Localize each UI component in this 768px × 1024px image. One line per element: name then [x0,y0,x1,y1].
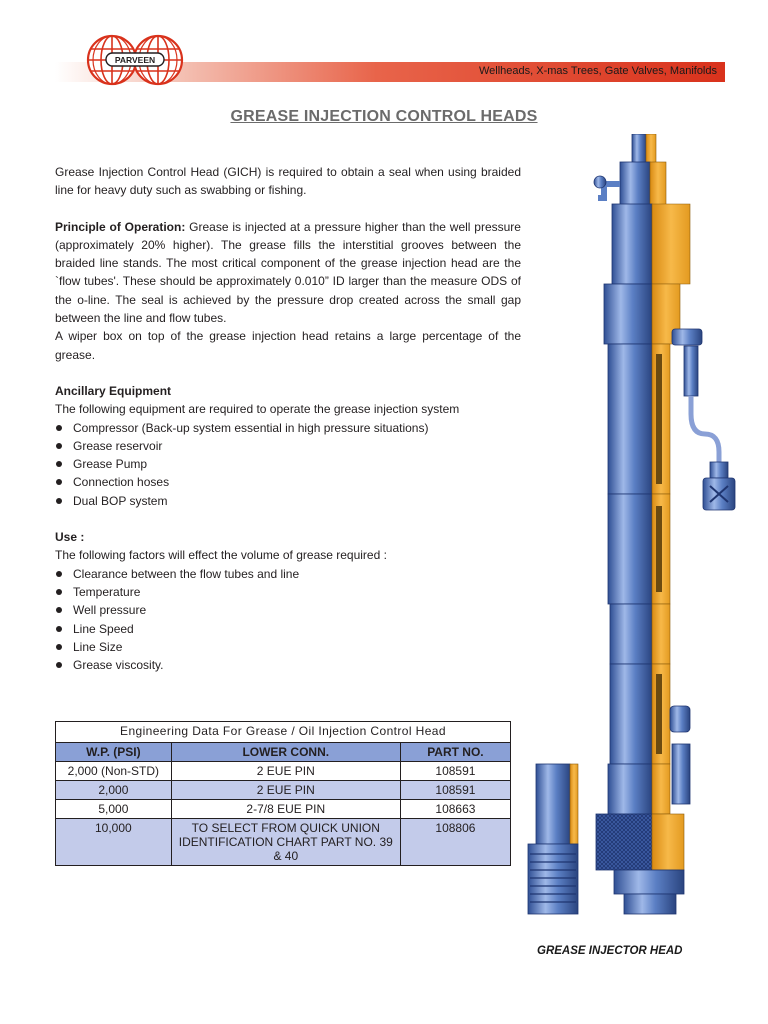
table-row [56,800,511,819]
list-item: Well pressure [55,601,521,619]
table-cell: 2,000 (Non-STD) [56,762,172,781]
table-cell: 2,000 [56,781,172,800]
table-cell: 108663 [400,800,510,819]
table-cell: TO SELECT FROM QUICK UNION IDENTIFICATION CHART PART NO. 39 & 40 [171,819,400,866]
figure-caption: GREASE INJECTOR HEAD [537,945,683,957]
table-cell: 108591 [400,762,510,781]
ancillary-heading: Ancillary Equipment [55,383,172,398]
grease-injector-head-illustration [520,134,740,924]
table-cell: 5,000 [56,800,172,819]
principle-paragraph [55,218,521,328]
table-cell: 108591 [400,781,510,800]
column-header-part-no: PART NO. [400,743,510,762]
use-list [55,565,521,675]
list-item: Line Size [55,638,521,656]
intro-paragraph: Grease Injection Control Head (GICH) is required to obtain a seal when using braided line for heavy duty such as swabbing or fishing. [55,165,521,198]
wiper-paragraph: A wiper box on top of the grease injection head retains a large percentage of the grease. [55,329,521,362]
principle-text: Grease is injected at a pressure higher than the well pressure (approximately 20% higher). The grease fills the interstitial grooves between the braided line stands. The most critical component of the grease injection head are the `flow tubes'. These should be approximately 0.010” ID larger than the measure ODS of the o-line. The seal is achieved by the pressure drop created across the small gap between the line and flow tubes. [55,219,521,326]
table-cell: 10,000 [56,819,172,866]
table-row [56,762,511,781]
table-cell: 2-7/8 EUE PIN [171,800,400,819]
content [55,163,521,674]
table-row [56,781,511,800]
list-item: Temperature [55,583,521,601]
parveen-logo [80,30,190,90]
engineering-data-table [55,721,511,866]
list-item: Connection hoses [55,473,521,491]
column-header-wp: W.P. (PSI) [56,743,172,762]
list-item: Grease reservoir [55,437,521,455]
list-item: Compressor (Back-up system essential in high pressure situations) [55,419,521,437]
ancillary-list [55,419,521,510]
use-intro: The following factors will effect the volume of grease required : [55,548,387,563]
table-cell: 2 EUE PIN [171,762,400,781]
list-item: Line Speed [55,620,521,638]
table-cell: 2 EUE PIN [171,781,400,800]
page-title: GREASE INJECTION CONTROL HEADS [230,108,538,125]
column-header-lower-conn: LOWER CONN. [171,743,400,762]
table-cell: 108806 [400,819,510,866]
list-item: Grease Pump [55,455,521,473]
list-item: Dual BOP system [55,492,521,510]
table-caption: Engineering Data For Grease / Oil Injection Control Head [56,722,511,743]
ancillary-intro: The following equipment are required to operate the grease injection system [55,402,460,417]
use-heading: Use : [55,530,85,545]
table-row [56,819,511,866]
logo-text: PARVEEN [114,55,156,65]
header-tagline: Wellheads, X-mas Trees, Gate Valves, Manifolds [478,65,717,77]
list-item: Grease viscosity. [55,656,521,674]
principle-label: Principle of Operation: [55,219,186,234]
list-item: Clearance between the flow tubes and line [55,565,521,583]
